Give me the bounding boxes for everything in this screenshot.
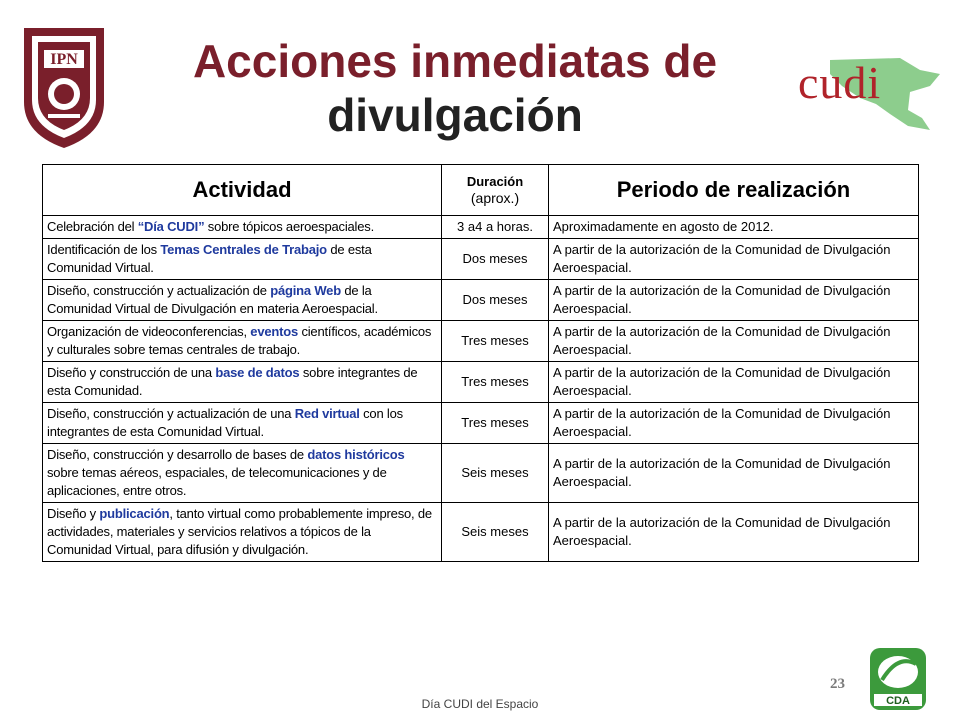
activity-text: de esta Comunidad Virtual.	[47, 242, 372, 275]
title-line-1: Acciones inmediatas de	[192, 35, 718, 87]
activity-cell	[43, 503, 442, 562]
header-actividad: Actividad	[43, 165, 442, 216]
activity-text: con los integrantes de esta Comunidad Virtual.	[47, 406, 403, 439]
title-line-2: divulgación	[327, 89, 583, 141]
table-row	[43, 403, 919, 444]
duration-cell: Tres meses	[442, 321, 549, 362]
activity-text: sobre tópicos aeroespaciales.	[204, 219, 374, 234]
period-cell: A partir de la autorización de la Comunidad de Divulgación Aeroespacial.	[549, 444, 919, 503]
activity-text: Diseño y	[47, 506, 100, 521]
activity-text: Diseño y construcción de una	[47, 365, 216, 380]
activity-keyword: “Día CUDI”	[137, 219, 205, 234]
header-duracion-label: Duración	[466, 174, 524, 189]
activity-text: científicos, académicos y culturales sobre temas centrales de trabajo.	[47, 324, 432, 357]
table-row	[43, 216, 919, 239]
activity-cell	[43, 403, 442, 444]
activity-cell	[43, 444, 442, 503]
header-duracion	[442, 165, 549, 216]
table-row	[43, 280, 919, 321]
header-periodo: Periodo de realización	[549, 165, 919, 216]
page-title	[130, 34, 780, 142]
table-row	[43, 503, 919, 562]
period-cell: Aproximadamente en agosto de 2012.	[549, 216, 919, 239]
activity-cell	[43, 216, 442, 239]
duration-cell: Seis meses	[442, 444, 549, 503]
duration-cell: Tres meses	[442, 403, 549, 444]
duration-cell: Dos meses	[442, 239, 549, 280]
period-cell: A partir de la autorización de la Comunidad de Divulgación Aeroespacial.	[549, 321, 919, 362]
table-row	[43, 362, 919, 403]
activity-cell	[43, 239, 442, 280]
activity-text: Diseño, construcción y actualización de una	[47, 406, 295, 421]
activity-text: , tanto virtual como probablemente impreso, de actividades, materiales y servicios relativos a tópicos de la Comunidad Virtual, para difusión y divulgación.	[47, 506, 432, 557]
period-cell: A partir de la autorización de la Comunidad de Divulgación Aeroespacial.	[549, 280, 919, 321]
activity-keyword: Temas Centrales de Trabajo	[160, 242, 327, 257]
activity-text: de la Comunidad Virtual de Divulgación en materia Aeroespacial.	[47, 283, 378, 316]
activity-text: sobre integrantes de esta Comunidad.	[47, 365, 418, 398]
activity-keyword: Red virtual	[294, 406, 360, 421]
activity-text: Organización de videoconferencias,	[47, 324, 251, 339]
activity-keyword: datos históricos	[307, 447, 405, 462]
activity-text: sobre temas aéreos, espaciales, de telecomunicaciones y de aplicaciones, entre otros.	[47, 465, 387, 498]
activities-table	[42, 164, 919, 562]
activity-text: Identificación de los	[47, 242, 161, 257]
page-number: 23	[830, 676, 845, 692]
duration-cell: 3 a4 a horas.	[442, 216, 549, 239]
activity-text: Diseño, construcción y desarrollo de bases de	[47, 447, 308, 462]
duration-cell: Tres meses	[442, 362, 549, 403]
activity-text: Diseño, construcción y actualización de	[47, 283, 271, 298]
period-cell: A partir de la autorización de la Comunidad de Divulgación Aeroespacial.	[549, 403, 919, 444]
cda-logo	[866, 644, 930, 714]
duration-cell: Dos meses	[442, 280, 549, 321]
activity-keyword: página Web	[270, 283, 341, 298]
activity-cell	[43, 280, 442, 321]
table-row	[43, 239, 919, 280]
footer-text: Día CUDI del Espacio	[421, 697, 539, 711]
period-cell: A partir de la autorización de la Comunidad de Divulgación Aeroespacial.	[549, 362, 919, 403]
cda-logo-text: CDA	[886, 695, 910, 707]
table-header-row	[43, 165, 919, 216]
activity-cell	[43, 362, 442, 403]
activity-text: Celebración del	[47, 219, 138, 234]
table-body	[43, 216, 919, 562]
cudi-logo-text: cudi	[798, 57, 882, 108]
ipn-logo	[14, 22, 114, 152]
activity-keyword: publicación	[99, 506, 170, 521]
activity-keyword: eventos	[250, 324, 299, 339]
period-cell: A partir de la autorización de la Comunidad de Divulgación Aeroespacial.	[549, 239, 919, 280]
header-duracion-sub: (aprox.)	[470, 190, 520, 206]
activity-cell	[43, 321, 442, 362]
cudi-logo	[790, 40, 950, 140]
table-row	[43, 321, 919, 362]
activity-keyword: base de datos	[215, 365, 300, 380]
duration-cell: Seis meses	[442, 503, 549, 562]
period-cell: A partir de la autorización de la Comunidad de Divulgación Aeroespacial.	[549, 503, 919, 562]
table-row	[43, 444, 919, 503]
ipn-logo-text: IPN	[50, 51, 78, 68]
